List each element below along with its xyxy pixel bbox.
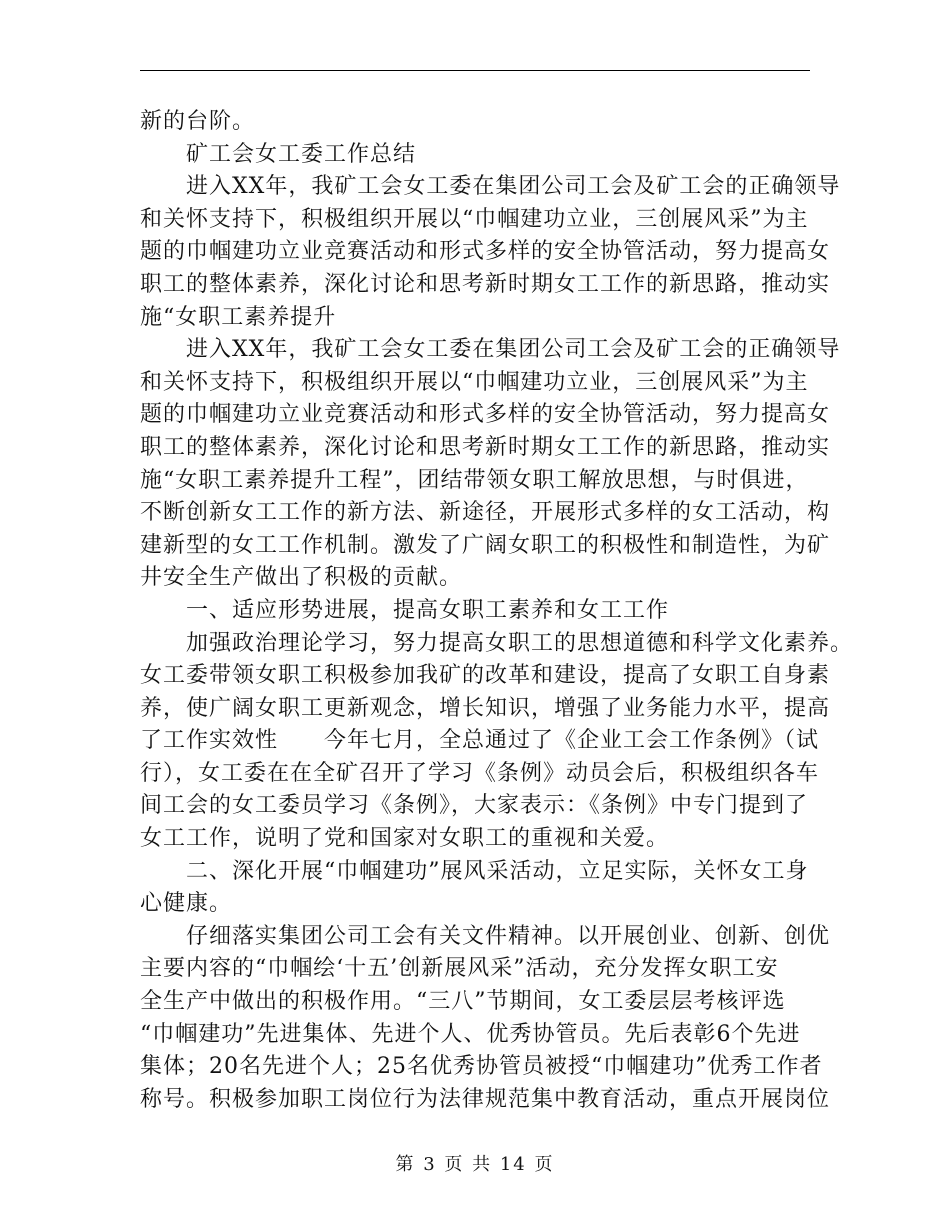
text-line: 加强政治理论学习，努力提高女职工的思想道德和科学文化素养。 — [186, 630, 854, 656]
text-line: 二、深化开展“巾帼建功”展风采活动，立足实际，关怀女工身 — [186, 858, 809, 884]
text-line: 矿工会女工委工作总结 — [186, 141, 417, 167]
text-line: 全生产中做出的积极作用。“三八”节期间，女工委层层考核评选 — [140, 989, 786, 1015]
text-line: 施“女职工素养提升工程”，团结带领女职工解放思想，与时俱进， — [140, 467, 809, 493]
text-line: 称号。积极参加职工岗位行为法律规范集中教育活动，重点开展岗位 — [140, 1086, 831, 1112]
text-line: 题的巾帼建功立业竞赛活动和形式多样的安全协管活动，努力提高女 — [140, 402, 831, 428]
text-line: 建新型的女工工作机制。激发了广阔女职工的积极性和制造性，为矿 — [140, 532, 831, 558]
text-line: 心健康。 — [140, 891, 233, 917]
text-line: 进入XX年，我矿工会女工委在集团公司工会及矿工会的正确领导 — [186, 174, 841, 200]
text-line: 集体；20名先进个人；25名优秀协管员被授“巾帼建功”优秀工作者 — [140, 1054, 823, 1080]
page-footer: 第 3 页 共 14 页 — [395, 1154, 555, 1175]
text-line: 题的巾帼建功立业竞赛活动和形式多样的安全协管活动，努力提高女 — [140, 239, 831, 265]
text-line: 进入XX年，我矿工会女工委在集团公司工会及矿工会的正确领导 — [186, 337, 841, 363]
text-line: 女工委带领女职工积极参加我矿的改革和建设，提高了女职工自身素 — [140, 663, 831, 689]
text-line: 施“女职工素养提升 — [140, 304, 337, 330]
text-line: 女工工作，说明了党和国家对女职工的重视和关爱。 — [140, 826, 670, 852]
text-line: 仔细落实集团公司工会有关文件精神。以开展创业、创新、创优 — [186, 923, 831, 949]
text-line: 新的台阶。 — [140, 109, 256, 134]
text-line: 一、适应形势进展，提高女职工素养和女工工作 — [186, 597, 670, 623]
text-line: “巾帼建功”先进集体、先进个人、优秀协管员。先后表彰6个先进 — [140, 1021, 801, 1047]
text-line: 和关怀支持下，积极组织开展以“巾帼建功立业，三创展风采”为主 — [140, 206, 809, 232]
text-line: 行），女工委在在全矿召开了学习《条例》动员会后，积极组织各车 — [140, 760, 820, 786]
document-body — [140, 106, 854, 1116]
text-line: 职工的整体素养，深化讨论和思考新时期女工工作的新思路，推动实 — [140, 434, 831, 460]
header-rule — [140, 70, 810, 71]
text-line: 了工作实效性 今年七月，全总通过了《企业工会工作条例》（试 — [140, 728, 820, 754]
text-line: 职工的整体素养，深化讨论和思考新时期女工工作的新思路，推动实 — [140, 271, 831, 297]
text-line: 养，使广阔女职工更新观念，增长知识，增强了业务能力水平，提高 — [140, 695, 831, 721]
text-line: 和关怀支持下，积极组织开展以“巾帼建功立业，三创展风采”为主 — [140, 369, 809, 395]
text-line: 主要内容的“巾帼绘‘十五’创新展风采”活动，充分发挥女职工安 — [140, 956, 779, 982]
text-line: 井安全生产做出了积极的贡献。 — [140, 565, 463, 591]
text-line: 间工会的女工委员学习《条例》，大家表示：《条例》中专门提到了 — [140, 793, 809, 819]
text-line: 不断创新女工工作的新方法、新途径，开展形式多样的女工活动，构 — [140, 500, 831, 526]
